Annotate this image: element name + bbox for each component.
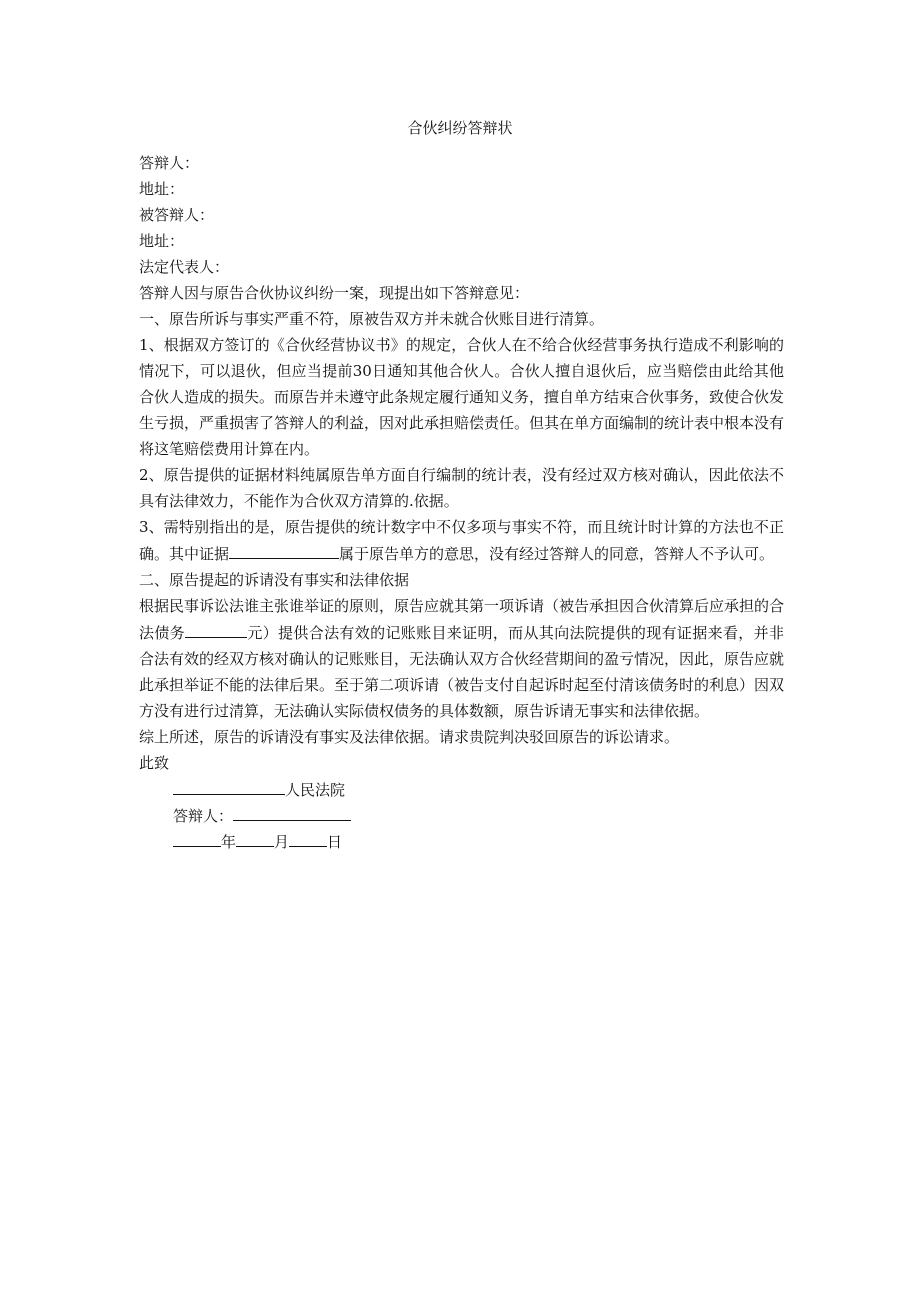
intro-paragraph: 答辩人因与原告合伙协议纠纷一案，现提出如下答辩意见： — [139, 284, 530, 302]
day-blank — [289, 828, 327, 847]
signer-label: 答辩人： — [173, 807, 234, 825]
document-body — [139, 150, 784, 854]
point3-paragraph — [139, 514, 784, 567]
section2-text-b: 元）提供合法有效的记账账目来证明，而从其向法院提供的现有证据来看，并非合法有效的经双方核对确认的记账账目，无法确认双方合伙经营期间的盈亏情况，因此，原告应就此承担举证不能的法律后果。至于第二项诉请（被告支付自起诉时起至付清该债务时的利息）因双方没有进行过清算，无法确认实际债权债务的具体数额，原告诉请无事实和法律依据。 — [139, 624, 785, 720]
defendant-address-field: 地址： — [139, 232, 185, 250]
point3-text-a: 3、需特别指出的是，原告提供的统计数字中不仅多项与事实不符，而且统计时计算的方法也不正确。其中证据 — [139, 518, 784, 563]
section1-heading: 一、原告所诉与事实严重不符，原被告双方并未就合伙账目进行清算。 — [139, 310, 605, 328]
conclusion-paragraph: 综上所述，原告的诉请没有事实及法律依据。请求贵院判决驳回原告的诉讼请求。 — [139, 728, 680, 746]
closing-text: 此致 — [139, 754, 170, 772]
court-suffix: 人民法院 — [285, 781, 346, 799]
date-line — [139, 828, 784, 854]
signer-blank — [233, 802, 351, 821]
respondent-address-field: 地址： — [139, 180, 185, 198]
day-label: 日 — [327, 833, 343, 851]
legal-representative-field: 法定代表人： — [139, 258, 230, 276]
year-label: 年 — [221, 833, 237, 851]
defendant-field: 被答辩人： — [139, 206, 215, 224]
evidence-blank — [229, 540, 339, 559]
point2-paragraph: 2、原告提供的证据材料纯属原告单方面自行编制的统计表，没有经过双方核对确认，因此依法不具有法律效力，不能作为合伙双方清算的.依据。 — [139, 466, 784, 510]
month-blank — [236, 828, 274, 847]
point1-paragraph: 1、根据双方签订的《合伙经营协议书》的规定，合伙人在不给合伙经营事务执行造成不利影响的情况下，可以退伙，但应当提前30日通知其他合伙人。合伙人擅自退伙后，应当赔偿由此给其他合伙人造成的损失。而原告并未遵守此条规定履行通知义务，擅自单方结束合伙事务，致使合伙发生亏损，严重损害了答辩人的利益，因对此承担赔偿责任。但其在单方面编制的统计表中根本没有将这笔赔偿费用计算在内。 — [139, 336, 785, 458]
document-title: 合伙纠纷答辩状 — [407, 119, 513, 137]
debt-amount-blank — [185, 619, 247, 638]
point3-text-b: 属于原告单方的意思，没有经过答辩人的同意，答辩人不予认可。 — [339, 545, 775, 563]
month-label: 月 — [274, 833, 290, 851]
section2-text-a: 根据民事诉讼法谁主张谁举证的原则，原告应就其第一项诉请（被告承担因合伙清算后应承担的合法债务 — [139, 597, 785, 642]
signer-line — [139, 802, 784, 828]
section2-heading: 二、原告提起的诉请没有事实和法律依据 — [139, 571, 410, 589]
section2-paragraph — [139, 593, 784, 724]
year-blank — [173, 828, 221, 847]
court-line — [139, 776, 784, 802]
respondent-field: 答辩人： — [139, 154, 200, 172]
court-name-blank — [173, 776, 285, 795]
